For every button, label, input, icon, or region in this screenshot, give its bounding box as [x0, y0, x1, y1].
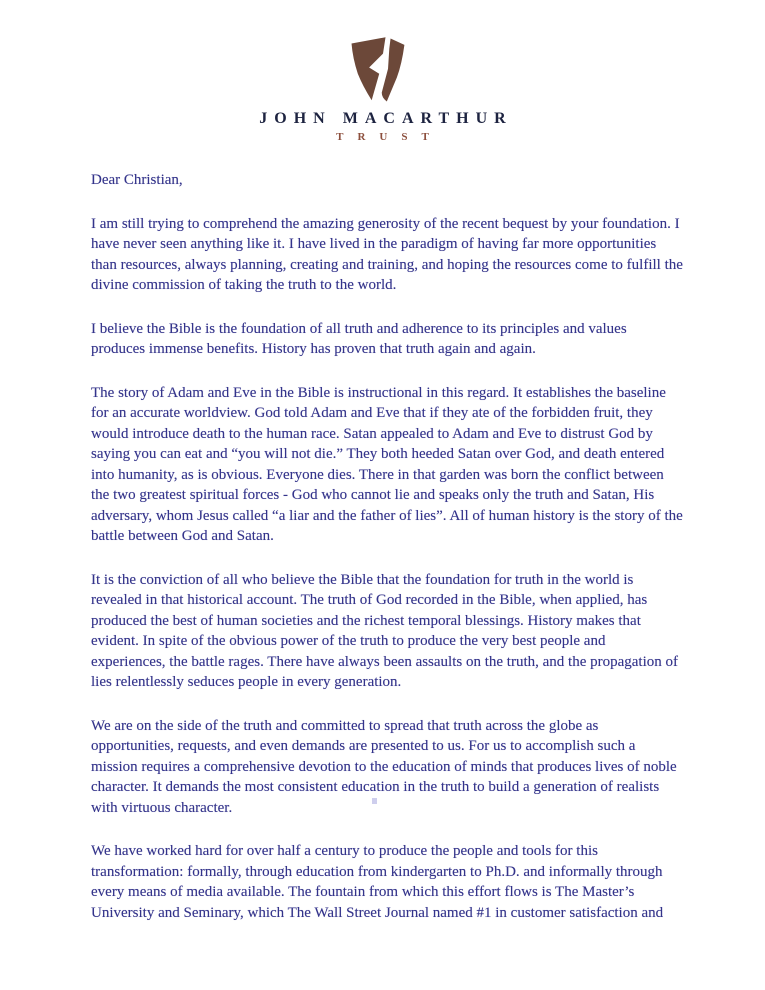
letter-paragraph-6: We have worked hard for over half a century to produce the people and tools for this transformation: formally, through education from kindergarten to Ph.D. and informally through every means of media available. The fountain from which this effort flows is The Master’s University and Seminary, which The Wall Street Journal named #1 in customer satisfaction and: [91, 843, 664, 921]
trust-monogram-shield-logo-icon: [343, 36, 423, 104]
org-subtitle: TRUST: [336, 131, 443, 143]
scan-artifact-dot: [372, 798, 377, 804]
letter-paragraph-5: We are on the side of the truth and committed to spread that truth across the globe as opportunities, requests, and even demands are presented to us. For us to accomplish such a mission requires a comprehensive devotion to the education of minds that produces lives of noble character. It demands the most consistent education in the truth to build a generation of realists with virtuous character.: [91, 717, 677, 816]
org-name: JOHN MACARTHUR: [259, 110, 513, 127]
letterhead: [0, 36, 765, 143]
salutation: Dear Christian,: [91, 172, 183, 188]
letter-paragraph-2: I believe the Bible is the foundation of all truth and adherence to its principles and values produces immense benefits. History has proven that truth again and again.: [91, 320, 627, 357]
letter-body: [91, 170, 683, 946]
letter-paragraph-3: The story of Adam and Eve in the Bible is instructional in this regard. It establishes the baseline for an accurate worldview. God told Adam and Eve that if they ate of the forbidden fruit, they would introduce death to the human race. Satan appealed to Adam and Eve to distrust God by saying you can eat and “you will not die.” They both heeded Satan over God, and death entered into humanity, as is obvious. Everyone dies. There in that garden was born the conflict between the two greatest spiritual forces - God who cannot lie and speaks only the truth and Satan, His adversary, whom Jesus called “a liar and the father of lies”. All of human history is the story of the battle between God and Satan.: [91, 384, 683, 544]
letter-paragraph-1: I am still trying to comprehend the amazing generosity of the recent bequest by your foundation. I have never seen anything like it. I have lived in the paradigm of having far more opportunities than resources, always planning, creating and training, and hoping the resources come to fulfill the divine commission of taking the truth to the world.: [91, 215, 683, 293]
letter-paragraph-4: It is the conviction of all who believe the Bible that the foundation for truth in the world is revealed in that historical account. The truth of God recorded in the Bible, when applied, has produced the best of human societies and the richest temporal blessings. History makes that evident. In spite of the obvious power of the truth to produce the very best people and experiences, the battle rages. There have always been assaults on the truth, and the propagation of lies relentlessly seduces people in every generation.: [91, 571, 679, 690]
